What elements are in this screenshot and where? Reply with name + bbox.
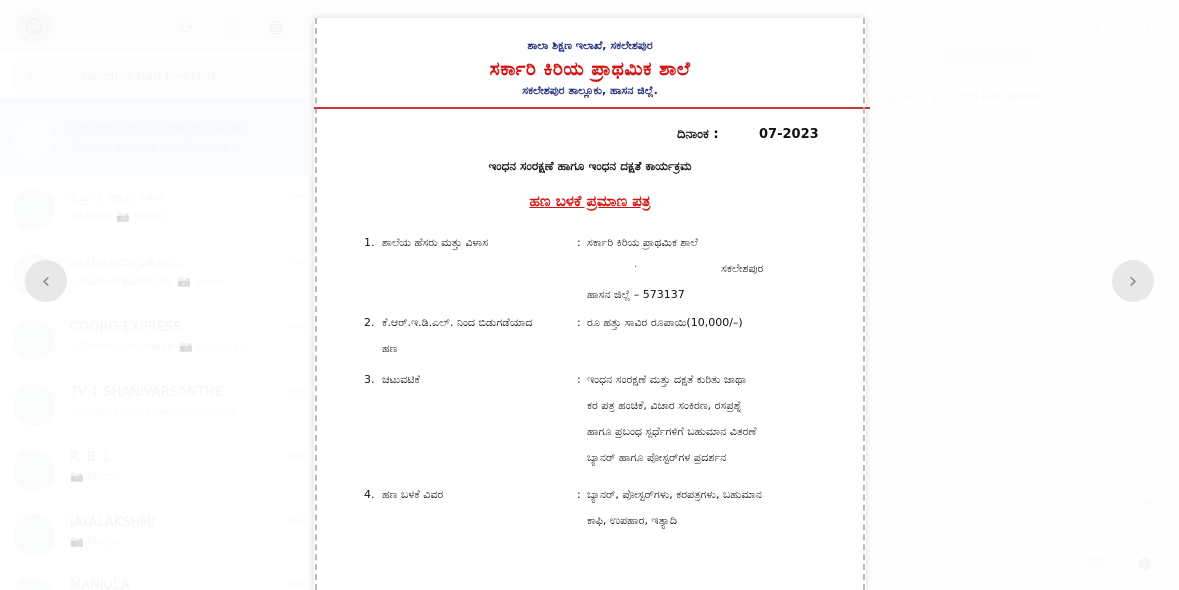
chevron-right-icon: › xyxy=(1128,268,1138,294)
school-heading: ಸರ್ಕಾರಿ ಕಿರಿಯ ಪ್ರಾಥಮಿಕ ಶಾಲೆ xyxy=(489,58,691,80)
date-value: 07-2023 xyxy=(759,127,819,142)
item-number: 1. xyxy=(364,236,375,249)
item-number: 4. xyxy=(364,488,375,501)
item-value: ಸರ್ಕಾರಿ ಕಿರಿಯ ಪ್ರಾಥಮಿಕ ಶಾಲೆ xyxy=(587,236,698,249)
item-label: ಹಣ ಬಳಕೆ ವಿವರ xyxy=(382,488,444,501)
item-value: ಹಾಸನ ಜಿಲ್ಲೆ – 573137 xyxy=(587,288,685,301)
redaction-mark: · xyxy=(634,262,638,273)
item-label-continued: ಹಣ xyxy=(382,342,398,355)
item-number: 3. xyxy=(364,373,375,386)
colon: : xyxy=(577,316,581,329)
item-value: ಬ್ಯಾನರ್, ಪೋಸ್ಟರ್‌ಗಳು, ಕರಪತ್ರಗಳು, ಬಹುಮಾನ xyxy=(587,488,762,501)
item-label: ಕೆ.ಆರ್.ಇ.ಡಿ.ಎಲ್. ನಿಂದ ಬಿಡುಗಡೆಯಾದ xyxy=(382,316,533,329)
item-value: ಕರ ಪತ್ರ ಹಂಚಿಕೆ, ವಿಚಾರ ಸಂಕಿರಣ, ರಸಪ್ರಶ್ನೆ xyxy=(587,399,742,412)
chevron-left-icon: ‹ xyxy=(41,268,51,294)
item-value: ಬ್ಯಾನರ್ ಹಾಗೂ ಪೋಸ್ಟರ್‌ಗಳ ಪ್ರದರ್ಶನ xyxy=(587,451,727,464)
item-value: ಹಾಗೂ ಪ್ರಬಂಧ ಸ್ಪರ್ಧೆಗಳಿಗೆ ಬಹುಮಾನ ವಿತರಣೆ xyxy=(587,425,757,438)
header-divider xyxy=(314,107,870,109)
item-value: ಇಂಧನ ಸಂರಕ್ಷಣೆ ಮತ್ತು ದಕ್ಷತೆ ಕುರಿತು ಜಾಥಾ xyxy=(587,373,747,386)
colon: : xyxy=(577,373,581,386)
item-value: ಸಕಲೇಶಪುರ xyxy=(721,262,764,275)
item-label: ಶಾಲೆಯ ಹೆಸರು ಮತ್ತು ವಿಳಾಸ xyxy=(382,236,489,249)
colon: : xyxy=(577,488,581,501)
item-label: ಚಟುವಟಿಕೆ xyxy=(382,373,420,386)
certificate-title: ಹಣ ಬಳಕೆ ಪ್ರಮಾಣ ಪತ್ರ xyxy=(529,192,651,210)
date-label: ದಿನಾಂಕ : xyxy=(677,127,719,142)
office-heading: ಶಾಲಾ ಶಿಕ್ಷಣ ಇಲಾಖೆ, ಸಕಲೇಶಪುರ xyxy=(527,39,653,52)
colon: : xyxy=(577,236,581,249)
program-title: ಇಂಧನ ಸಂರಕ್ಷಣೆ ಹಾಗೂ ಇಂಧನ ದಕ್ಷತೆ ಕಾರ್ಯಕ್ರಮ xyxy=(488,159,692,173)
item-value: ಕಾಫಿ, ಉಪಹಾರ, ಇತ್ಯಾದಿ xyxy=(587,514,677,527)
document-image xyxy=(314,18,866,590)
place-heading: ಸಕಲೇಶಪುರ ತಾಲ್ಲೂಕು, ಹಾಸನ ಜಿಲ್ಲೆ. xyxy=(522,84,658,97)
item-value: ರೂ ಹತ್ತು ಸಾವಿರ ರೂಪಾಯಿ(10,000/–) xyxy=(587,316,743,329)
next-button[interactable] xyxy=(1112,260,1154,302)
item-number: 2. xyxy=(364,316,375,329)
previous-button[interactable] xyxy=(25,260,67,302)
